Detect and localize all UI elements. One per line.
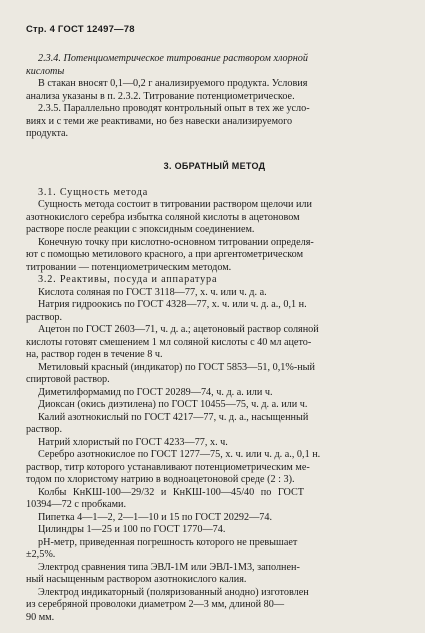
para-2-3-4-heading-cont: кислоты bbox=[26, 65, 65, 77]
body-line: растворе после реакции с эпоксидным соединением. bbox=[26, 224, 255, 235]
subsection-heading: 3.1. Сущность метода bbox=[38, 186, 149, 198]
equipment-line: Электрод индикаторный (поляризованный анодно) изготовлен bbox=[38, 586, 309, 598]
para-2-3-4-text: В стакан вносят 0,1—0,2 г анализируемого продукта. Условия bbox=[38, 78, 308, 89]
equipment-line: из серебряной проволоки диаметром 2—3 мм, длиной 80— bbox=[26, 599, 285, 610]
page-header: Стр. 4 ГОСТ 12497—78 bbox=[26, 24, 135, 35]
reagent-line: спиртовой раствор. bbox=[26, 374, 110, 385]
equipment-line: 10394—72 с пробками. bbox=[26, 499, 127, 510]
equipment-line: Электрод сравнения типа ЭВЛ-1М или ЭВЛ-1М3, заполнен- bbox=[38, 561, 300, 573]
para-2-3-5-text: виях и с теми же реактивами, но без навески анализируемого bbox=[26, 115, 293, 127]
equipment-line: pH-метр, приведенная погрешность которого не превышает bbox=[38, 536, 298, 548]
para-2-3-5-text: 2.3.5. Параллельно проводят контрольный опыт в тех же усло- bbox=[38, 103, 310, 114]
reagent-line: на, раствор годен в течение 8 ч. bbox=[26, 349, 163, 360]
reagent-line: Калий азотнокислый по ГОСТ 4217—77, ч. д. а., насыщенный bbox=[38, 411, 309, 423]
body-line: Сущность метода состоит в титровании раствором щелочи или bbox=[38, 199, 312, 210]
reagent-line: Серебро азотнокислое по ГОСТ 1277—75, х. ч. или ч. д. а., 0,1 н. bbox=[38, 449, 321, 460]
body-line: азотнокислого серебра избытка соляной кислоты в ацетоновом bbox=[26, 211, 300, 223]
equipment-line: ный насыщенным раствором азотнокислого калия. bbox=[26, 574, 247, 585]
equipment-line: Цилиндры 1—25 и 100 по ГОСТ 1770—74. bbox=[38, 524, 226, 535]
subsection-heading: 3.2. Реактивы, посуда и аппаратура bbox=[38, 274, 218, 285]
reagent-line: Метиловый красный (индикатор) по ГОСТ 5853—51, 0,1%-ный bbox=[38, 361, 315, 373]
body-line: ют с помощью метилового красного, а при аргентометрическом bbox=[26, 249, 304, 260]
reagent-line: Кислота соляная по ГОСТ 3118—77, х. ч. или ч. д. а. bbox=[38, 286, 267, 298]
body-line: титровании — потенциометрическим методом. bbox=[26, 261, 232, 273]
equipment-line: Пипетка 4—1—2, 2—1—10 и 15 по ГОСТ 20292—74. bbox=[38, 511, 273, 523]
reagent-line: кислоты готовят смешением 1 мл соляной кислоты с 40 мл ацето- bbox=[26, 336, 312, 348]
para-2-3-4-text: анализа указаны в п. 2.3.2. Титрование потенциометрическое. bbox=[26, 90, 295, 102]
para-2-3-5-text: продукта. bbox=[26, 128, 69, 139]
reagent-line: Натрий хлористый по ГОСТ 4233—77, х. ч. bbox=[38, 436, 228, 448]
section-title: 3. ОБРАТНЫЙ МЕТОД bbox=[163, 160, 266, 171]
reagent-line: раствор. bbox=[26, 424, 63, 435]
equipment-line: ±2,5%. bbox=[26, 549, 56, 560]
equipment-line: 90 мм. bbox=[26, 611, 55, 623]
reagent-line: Диметилформамид по ГОСТ 20289—74, ч. д. а. или ч. bbox=[38, 386, 273, 398]
equipment-line: Колбы КнКШ-100—29/32 и КнКШ-100—45/40 по ГОСТ bbox=[38, 486, 304, 498]
reagent-line: тодом по хлористому натрию в водноацетоновой среде (2 : 3). bbox=[26, 474, 295, 485]
reagent-line: Натрия гидроокись по ГОСТ 4328—77, х. ч. или ч. д. а., 0,1 н. bbox=[38, 299, 307, 310]
reagent-line: раствор. bbox=[26, 311, 63, 323]
reagent-line: Диоксан (окись диэтилена) по ГОСТ 10455—75, ч. д. а. или ч. bbox=[38, 399, 308, 410]
para-2-3-4-heading: 2.3.4. Потенциометрическое титрование раствором хлорной bbox=[38, 53, 308, 64]
reagent-line: раствор, титр которого устанавливают потенциометрическим ме- bbox=[26, 461, 310, 473]
reagent-line: Ацетон по ГОСТ 2603—71, ч. д. а.; ацетоновый раствор соляной bbox=[38, 324, 319, 335]
body-line: Конечную точку при кислотно-основном титровании определя- bbox=[38, 236, 314, 248]
